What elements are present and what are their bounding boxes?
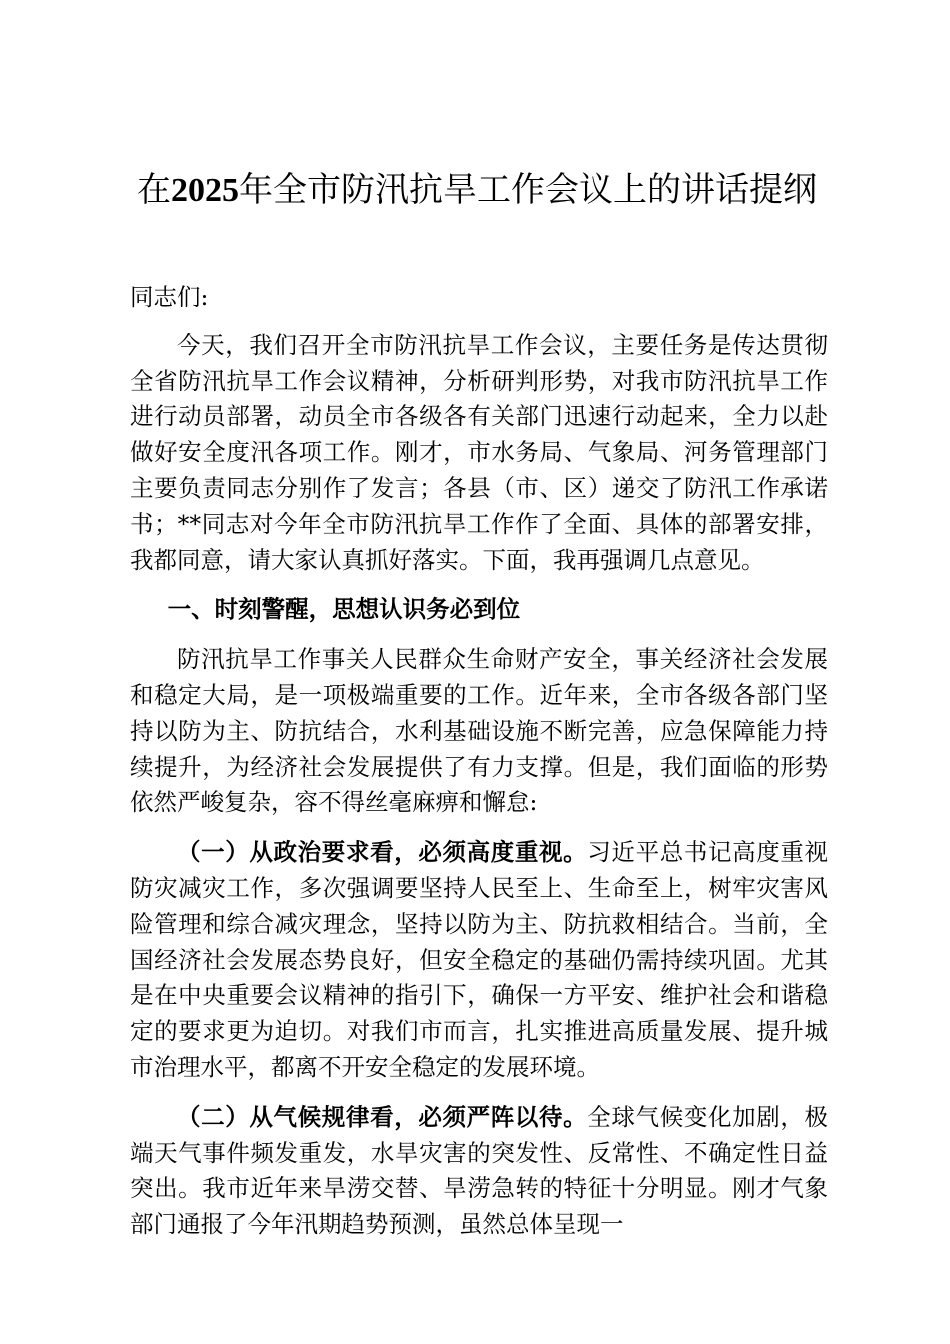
document-body [130,280,828,1257]
point-2-text: 全球气候变化加剧，极端天气事件频发重发，水旱灾害的突发性、反常性、不确定性日益突出。我市近年来旱涝交替、旱涝急转的特征十分明显。刚才气象部门通报了今年汛期趋势预测，虽然总体呈现一 [130,1102,829,1239]
section-heading-1: 一、时刻警醒，思想认识务必到位 [167,595,521,624]
point-2-lead: （二）从气候规律看，必须严阵以待。 [177,1102,588,1131]
salutation: 同志们: [130,283,209,311]
document-title [130,168,824,213]
intro-paragraph: 今天，我们召开全市防汛抗旱工作会议，主要任务是传达贯彻全省防汛抗旱工作会议精神，分析研判形势，对我市防汛抗旱工作进行动员部署，动员全市各级各有关部门迅速行动起来，全力以赴做好安全度汛各项工作。刚才，市水务局、气象局、河务管理部门主要负责同志分别作了发言；各县（市、区）递交了防汛工作承诺书；**同志对今年全市防汛抗旱工作作了全面、具体的部署安排，我都同意，请大家认真抓好落实。下面，我再强调几点意见。 [130,330,828,574]
section1-paragraph: 防汛抗旱工作事关人民群众生命财产安全，事关经济社会发展和稳定大局，是一项极端重要的工作。近年来，全市各级各部门坚持以防为主、防抗结合，水利基础设施不断完善，应急保障能力持续提升，为经济社会发展提供了有力支撑。但是，我们面临的形势依然严峻复杂，容不得丝毫麻痹和懈怠: [130,645,828,817]
title-suffix: 年全市防汛抗旱工作会议上的讲话提纲 [239,170,817,210]
point-1-lead: （一）从政治要求看，必须高度重视。 [177,838,588,867]
point-1-text: 习近平总书记高度重视防灾减灾工作，多次强调要坚持人民至上、生命至上，树牢灾害风险管理和综合减灾理念，坚持以防为主、防抗救相结合。当前，全国经济社会发展态势良好，但安全稳定的基础仍需持续巩固。尤其是在中央重要会议精神的指引下，确保一方平安、维护社会和谐稳定的要求更为迫切。对我们市而言，扎实推进高质量发展、提升城市治理水平，都离不开安全稳定的发展环境。 [130,838,829,1081]
title-prefix: 在 [137,170,171,210]
point-1-paragraph [130,835,828,1086]
point-2-paragraph [130,1100,828,1243]
title-year: 2025 [171,172,239,209]
